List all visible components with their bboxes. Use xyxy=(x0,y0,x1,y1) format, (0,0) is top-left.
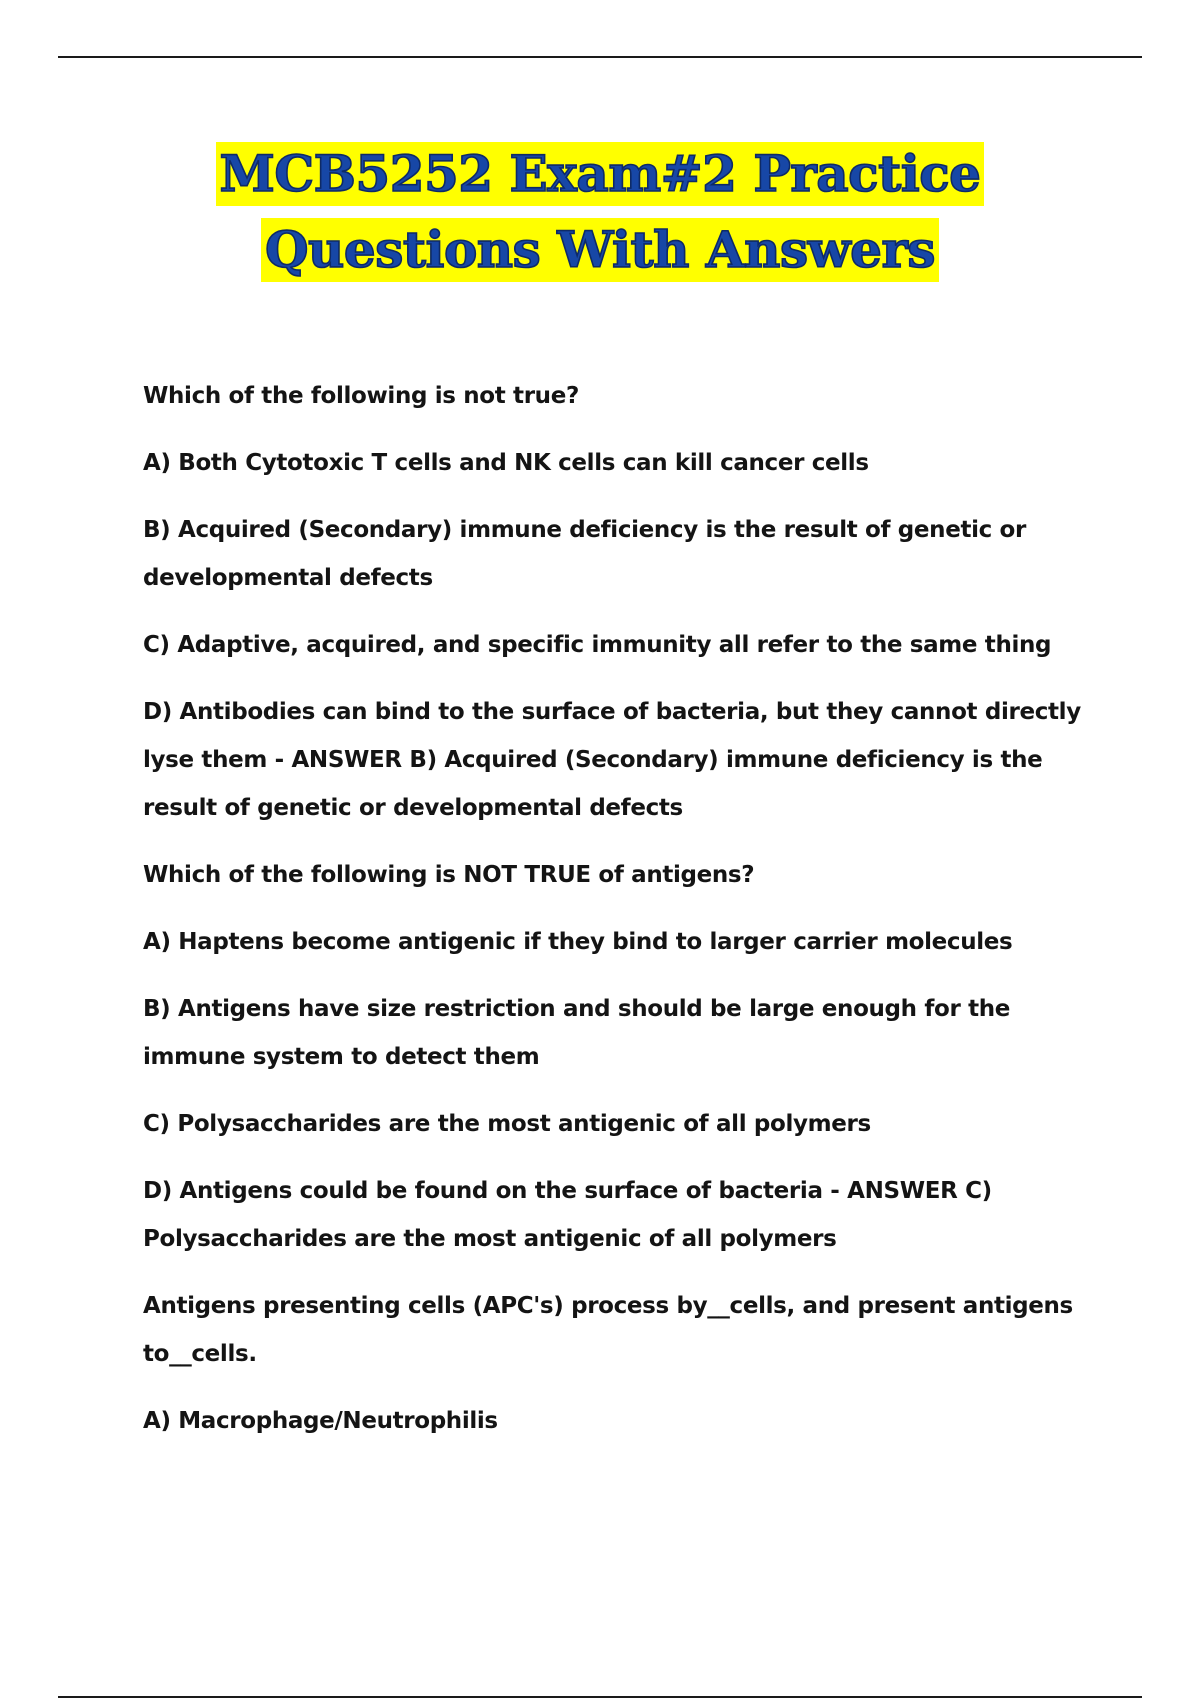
question-2-option-b: B) Antigens have size restriction and should be large enough for the immune system to detect them xyxy=(143,996,1011,1070)
question-2-option-d-answer: D) Antigens could be found on the surface of bacteria - ANSWER C) Polysaccharides are the most antigenic of all polymers xyxy=(143,1178,992,1252)
question-1-option-c: C) Adaptive, acquired, and specific immunity all refer to the same thing xyxy=(143,632,1052,658)
question-3-option-a: A) Macrophage/Neutrophilis xyxy=(143,1408,498,1434)
question-2: Which of the following is NOT TRUE of antigens? xyxy=(143,862,755,888)
title-line-2: Questions With Answers xyxy=(261,218,939,282)
header-rule xyxy=(58,56,1142,58)
question-1-option-d-answer: D) Antibodies can bind to the surface of bacteria, but they cannot directly lyse them - ANSWER B) Acquired (Secondary) immune deficiency is the result of genetic or developmental defects xyxy=(143,699,1081,821)
question-3: Antigens presenting cells (APC's) process by__cells, and present antigens to__cells. xyxy=(143,1293,1073,1367)
footer-rule xyxy=(58,1696,1142,1698)
title-line-1: MCB5252 Exam#2 Practice xyxy=(216,142,985,206)
question-1-option-a: A) Both Cytotoxic T cells and NK cells can kill cancer cells xyxy=(143,450,869,476)
question-2-option-a: A) Haptens become antigenic if they bind to larger carrier molecules xyxy=(143,929,1013,955)
document-body xyxy=(143,372,1103,1464)
question-2-option-c: C) Polysaccharides are the most antigenic of all polymers xyxy=(143,1111,871,1137)
question-1-option-b: B) Acquired (Secondary) immune deficiency is the result of genetic or developmental defects xyxy=(143,517,1027,591)
document-title xyxy=(0,142,1200,282)
question-1: Which of the following is not true? xyxy=(143,383,579,409)
